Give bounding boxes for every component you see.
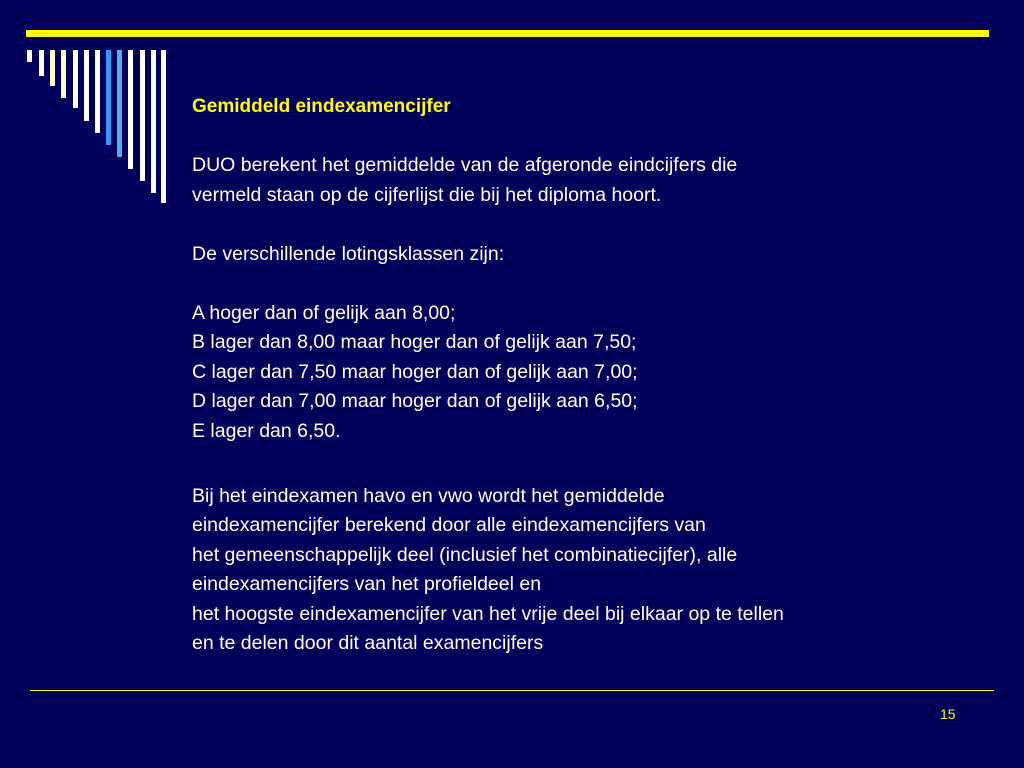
paragraph-line: en te delen door dit aantal examencijfers bbox=[192, 632, 544, 654]
paragraph-line: het hoogste eindexamencijfer van het vrije deel bij elkaar op te tellen bbox=[192, 602, 784, 625]
lottery-class-a: A hoger dan of gelijk aan 8,00; bbox=[192, 301, 456, 324]
stripe-13 bbox=[161, 50, 166, 203]
stripe-12 bbox=[151, 50, 156, 193]
slide-heading: Gemiddeld eindexamencijfer bbox=[192, 96, 451, 117]
stripe-6 bbox=[84, 50, 89, 121]
slide-body bbox=[192, 92, 992, 659]
lottery-class-c: C lager dan 7,50 maar hoger dan of gelijk aan 7,00; bbox=[192, 360, 638, 383]
stripe-7 bbox=[95, 50, 100, 133]
lottery-class-list bbox=[192, 299, 992, 447]
paragraph-line: eindexamencijfers van het profieldeel en bbox=[192, 573, 542, 595]
paragraph-line: Bij het eindexamen havo en vwo wordt het gemiddelde bbox=[192, 484, 665, 507]
stripe-1 bbox=[27, 50, 32, 62]
stripe-10 bbox=[128, 50, 133, 169]
stripe-3 bbox=[50, 50, 55, 86]
stripe-5 bbox=[73, 50, 78, 108]
paragraph-line: het gemeenschappelijk deel (inclusief het combinatiecijfer), alle bbox=[192, 543, 738, 566]
intro-line-2: vermeld staan op de cijferlijst die bij het diploma hoort. bbox=[192, 183, 662, 206]
top-accent-bar bbox=[26, 30, 989, 37]
stripe-4 bbox=[61, 50, 66, 98]
stripe-11 bbox=[140, 50, 145, 181]
page-number: 15 bbox=[940, 706, 956, 722]
explanation-paragraph bbox=[192, 482, 992, 659]
paragraph-line: eindexamencijfer berekend door alle eindexamencijfers van bbox=[192, 514, 706, 536]
intro-line-1: DUO berekent het gemiddelde van de afgeronde eindcijfers die bbox=[192, 154, 738, 176]
lottery-class-e: E lager dan 6,50. bbox=[192, 419, 341, 442]
stripe-9 bbox=[117, 50, 122, 157]
lottery-class-d: D lager dan 7,00 maar hoger dan of gelijk aan 6,50; bbox=[192, 390, 638, 412]
stripe-2 bbox=[39, 50, 44, 76]
classes-intro: De verschillende lotingsklassen zijn: bbox=[192, 242, 505, 265]
footer-divider bbox=[30, 690, 994, 691]
stripe-8 bbox=[106, 50, 111, 145]
lottery-class-b: B lager dan 8,00 maar hoger dan of gelijk aan 7,50; bbox=[192, 331, 637, 353]
